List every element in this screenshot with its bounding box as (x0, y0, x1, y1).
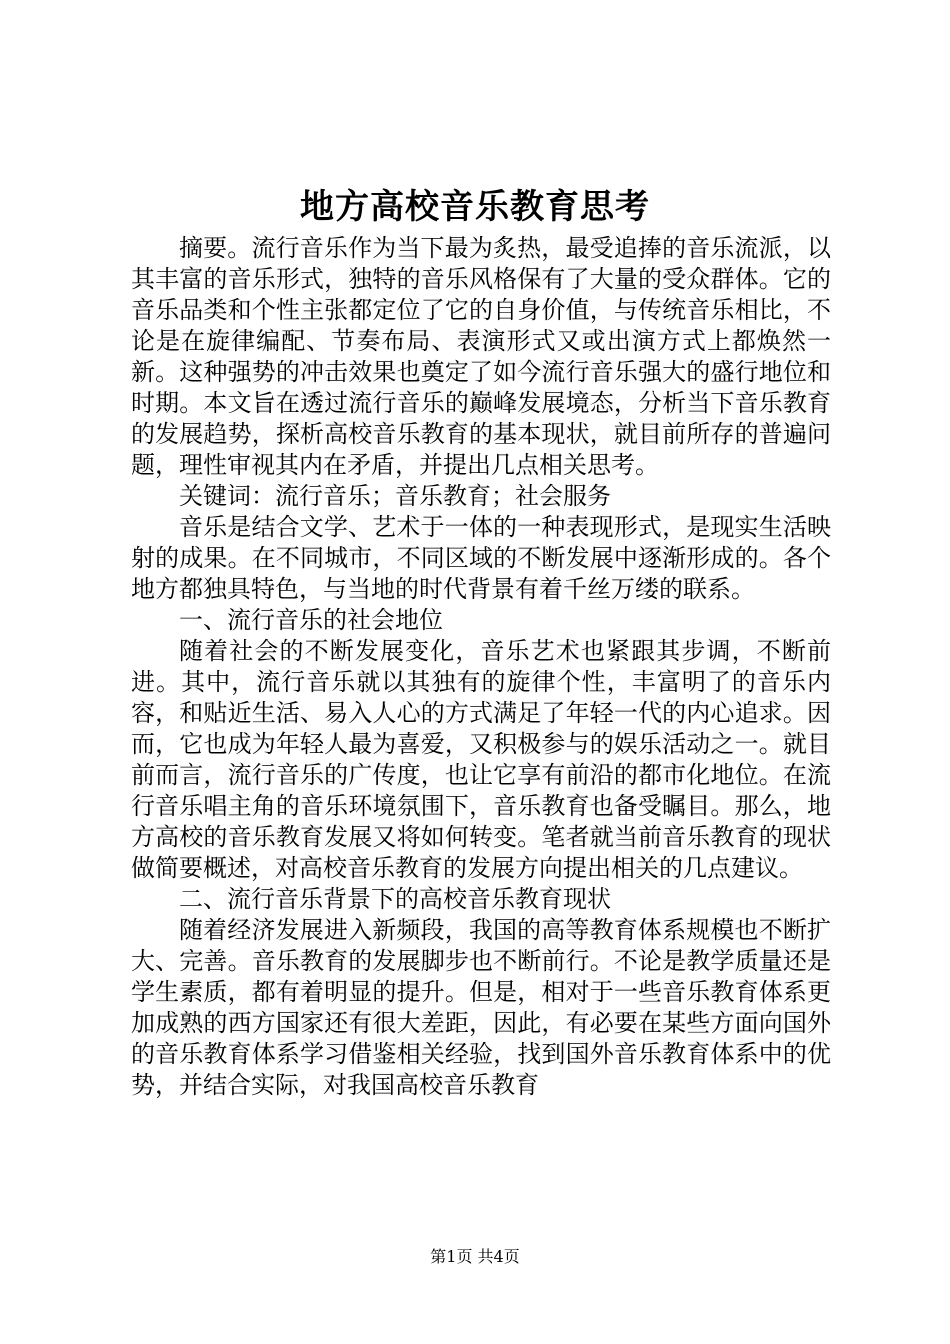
document-title: 地方高校音乐教育思考 (300, 187, 650, 227)
abstract-paragraph: 摘要。流行音乐作为当下最为炙热，最受追捧的音乐流派，以其丰富的音乐形式，独特的音乐风格保有了大量的受众群体。它的音乐品类和个性主张都定位了它的自身价值，与传统音乐相比，不论是在旋律编配、节奏布局、表演形式又或出演方式上都焕然一新。这种强势的冲击效果也奠定了如今流行音乐强大的盛行地位和时期。本文旨在透过流行音乐的巅峰发展境态，分析当下音乐教育的发展趋势，探析高校音乐教育的基本现状，就目前所存的普遍问题，理性审视其内在矛盾，并提出几点相关思考。 (131, 234, 831, 479)
section-1-paragraph: 随着社会的不断发展变化，音乐艺术也紧跟其步调，不断前进。其中，流行音乐就以其独有的旋律个性，丰富明了的音乐内容，和贴近生活、易入人心的方式满足了年轻一代的内心追求。因而，它也成为年轻人最为喜爱，又积极参与的娱乐活动之一。就目前而言，流行音乐的广传度，也让它享有前沿的都市化地位。在流行音乐唱主角的音乐环境氛围下，音乐教育也备受瞩目。那么，地方高校的音乐教育发展又将如何转变。笔者就当前音乐教育的现状做简要概述，对高校音乐教育的发展方向提出相关的几点建议。 (131, 637, 831, 882)
section-heading-1: 一、流行音乐的社会地位 (179, 606, 443, 634)
section-2-paragraph: 随着经济发展进入新频段，我国的高等教育体系规模也不断扩大、完善。音乐教育的发展脚步也不断前行。不论是教学质量还是学生素质，都有着明显的提升。但是，相对于一些音乐教育体系更加成熟的西方国家还有很大差距，因此，有必要在某些方面向国外的音乐教育体系学习借鉴相关经验，找到国外音乐教育体系中的优势，并结合实际，对我国高校音乐教育 (131, 916, 831, 1099)
keywords-paragraph: 关键词：流行音乐；音乐教育；社会服务 (179, 482, 611, 510)
document-body (131, 233, 831, 1101)
page-footer: 第1页 共4页 (430, 1247, 520, 1266)
section-heading-2: 二、流行音乐背景下的高校音乐教育现状 (179, 885, 611, 913)
intro-paragraph: 音乐是结合文学、艺术于一体的一种表现形式，是现实生活映射的成果。在不同城市，不同区域的不断发展中逐渐形成的。各个地方都独具特色，与当地的时代背景有着千丝万缕的联系。 (131, 513, 831, 603)
